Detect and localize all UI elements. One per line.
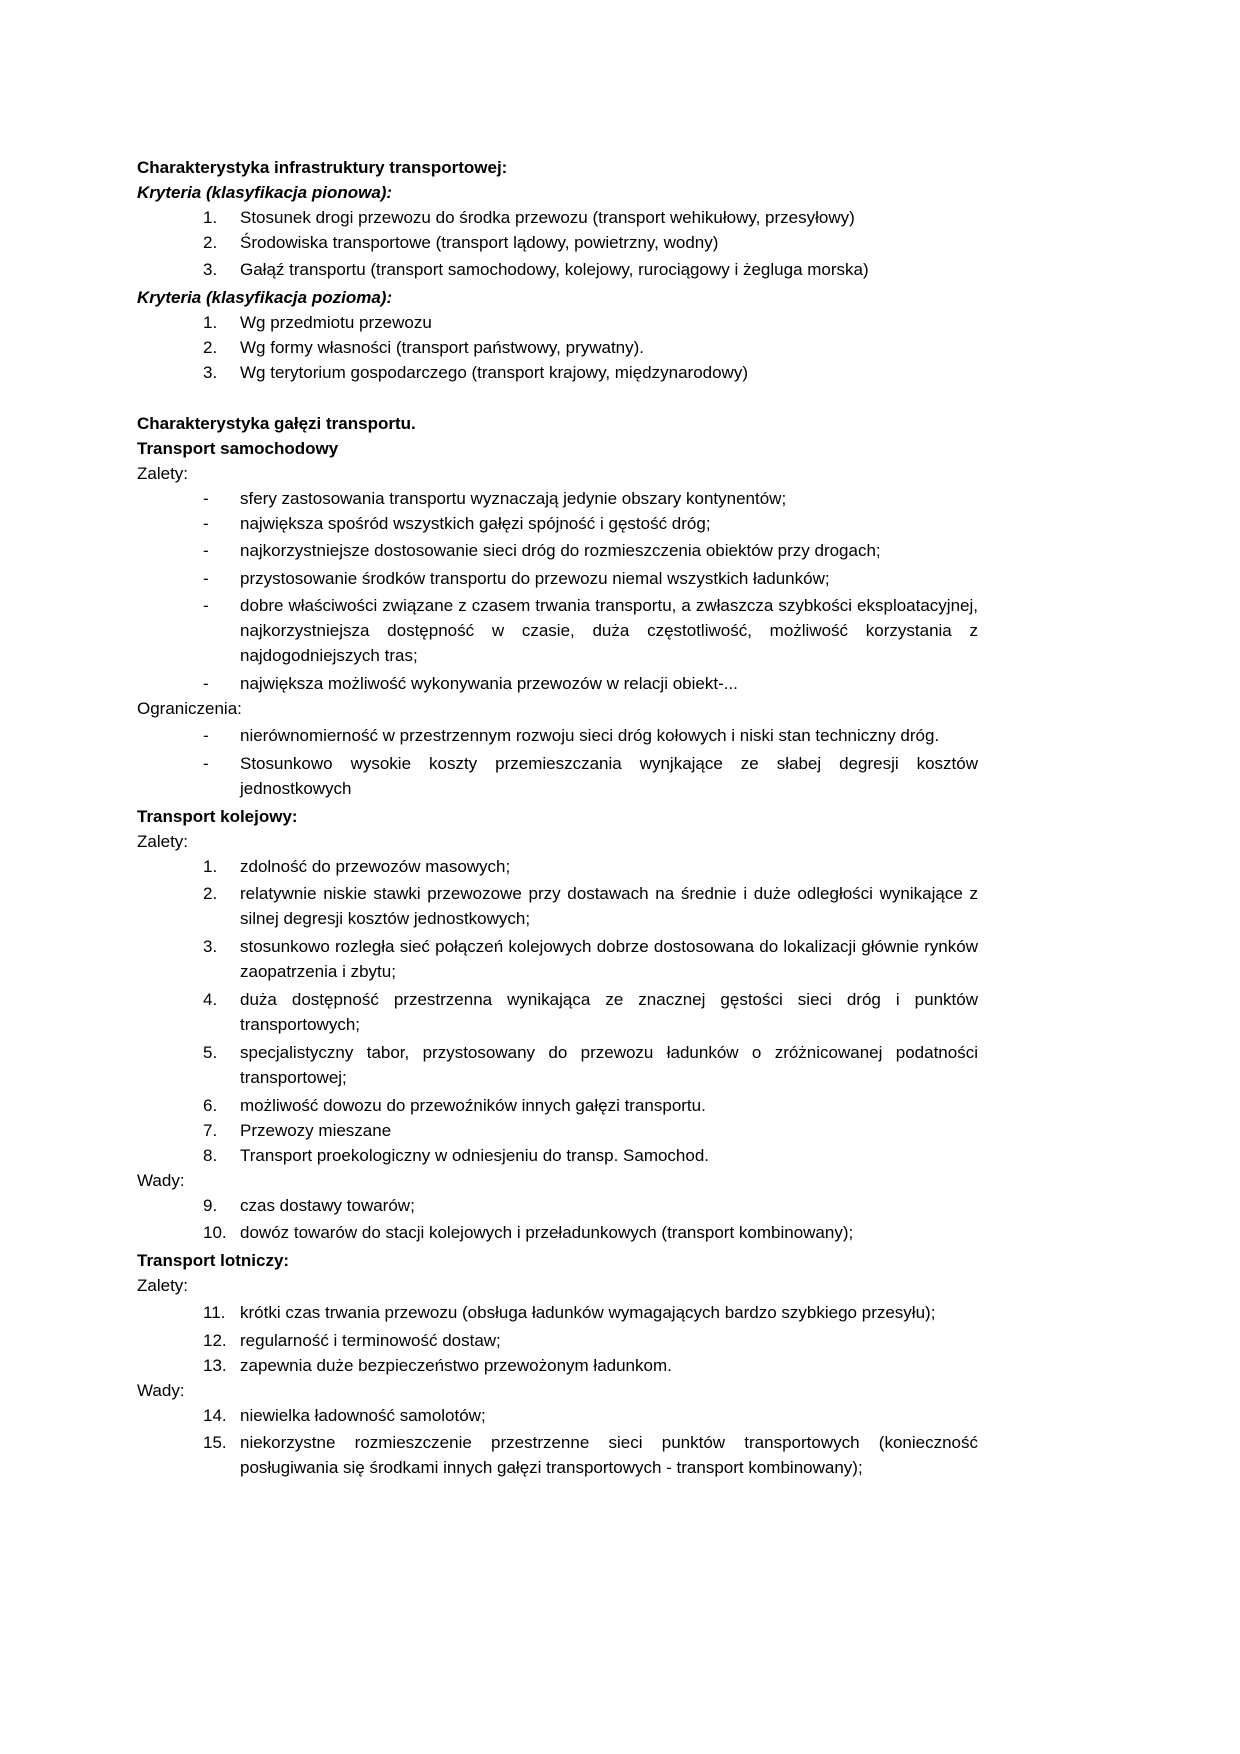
section-heading: Kryteria (klasyfikacja pozioma): [137,288,393,307]
list-item [137,1220,978,1245]
list-item [137,1328,978,1353]
list-item-text: największa spośród wszystkich gałęzi spójność i gęstość dróg; [240,514,711,533]
list-number-marker: 9. [203,1196,218,1215]
section-label: Wady: [137,1381,185,1400]
list-item [137,511,978,536]
list-item-text: relatywnie niskie stawki przewozowe przy dostawach na średnie i duże odległości wynikające z silnej degresji kosztów jednostkowych; [240,884,978,928]
list-item [137,723,978,748]
list-item-text: Stosunkowo wysokie koszty przemieszczania wynjkające ze słabej degresji kosztów jednostkowych [240,754,978,798]
list-item [137,360,978,385]
list-item-text: Przewozy mieszane [240,1121,392,1140]
list-number-marker: 10. [203,1223,227,1242]
list-item [137,934,978,984]
section-heading: Charakterystyka infrastruktury transportowej: [137,158,508,177]
section-heading: Transport kolejowy: [137,807,298,826]
list-item-text: Wg przedmiotu przewozu [240,313,432,332]
list-number-marker: 7. [203,1121,218,1140]
list-item-text: Wg terytorium gospodarczego (transport krajowy, międzynarodowy) [240,363,748,382]
section-label: Zalety: [137,1276,189,1295]
list-number-marker: 3. [203,260,218,279]
list-item-text: sfery zastosowania transportu wyznaczają jedynie obszary kontynentów; [240,489,787,508]
list-number-marker: 3. [203,937,218,956]
list-item-text: Gałąź transportu (transport samochodowy, kolejowy, rurociągowy i żegluga morska) [240,260,869,279]
section-heading: Transport lotniczy: [137,1251,290,1270]
section-heading: Kryteria (klasyfikacja pionowa): [137,183,393,202]
list-item [137,1143,978,1168]
list-number-marker: 13. [203,1356,227,1375]
list-item [137,751,978,801]
list-item-text: Środowiska transportowe (transport lądowy, powietrzny, wodny) [240,233,719,252]
list-item-text: niewielka ładowność samolotów; [240,1406,486,1425]
list-item [137,1430,978,1480]
section-heading: Charakterystyka gałęzi transportu. [137,414,416,433]
list-item-text: przystosowanie środków transportu do przewozu niemal wszystkich ładunków; [240,569,830,588]
list [137,854,978,1168]
document-body [137,155,978,1483]
list [137,486,978,696]
list-item-text: duża dostępność przestrzenna wynikająca ze znacznej gęstości sieci dróg i punktów transportowych; [240,990,978,1034]
list-item [137,230,978,255]
list-item [137,538,978,563]
list-item-text: najkorzystniejsze dostosowanie sieci dróg do rozmieszczenia obiektów przy drogach; [240,541,881,560]
list-item-text: zapewnia duże bezpieczeństwo przewożonym ładunkom. [240,1356,672,1375]
list-item [137,310,978,335]
list-item-text: możliwość dowozu do przewoźników innych gałęzi transportu. [240,1096,706,1115]
list-item [137,1403,978,1428]
list-number-marker: 1. [203,313,218,332]
list-dash-marker: - [203,541,209,560]
list [137,1403,978,1480]
list-item-text: dowóz towarów do stacji kolejowych i przeładunkowych (transport kombinowany); [240,1223,854,1242]
list-item-text: regularność i terminowość dostaw; [240,1331,501,1350]
list-item-text: stosunkowo rozległa sieć połączeń kolejowych dobrze dostosowana do lokalizacji głównie rynków zaopatrzenia i zbytu; [240,937,978,981]
list-item [137,1040,978,1090]
list-item-text: krótki czas trwania przewozu (obsługa ładunków wymagających bardzo szybkiego przesyłu); [240,1303,936,1322]
list-item [137,566,978,591]
list-number-marker: 1. [203,208,218,227]
list-item [137,671,978,696]
list-item [137,1118,978,1143]
list-number-marker: 2. [203,338,218,357]
list-number-marker: 3. [203,363,218,382]
list-number-marker: 8. [203,1146,218,1165]
list-item [137,335,978,360]
list-item [137,1353,978,1378]
list-item [137,1300,978,1325]
list-number-marker: 11. [203,1303,226,1322]
list-item-text: specjalistyczny tabor, przystosowany do przewozu ładunków o zróżnicowanej podatności transportowej; [240,1043,978,1087]
list-item-text: czas dostawy towarów; [240,1196,415,1215]
list-dash-marker: - [203,489,209,508]
list-dash-marker: - [203,726,209,745]
list-item [137,1193,978,1218]
section-label: Zalety: [137,832,189,851]
list-item-text: Stosunek drogi przewozu do środka przewozu (transport wehikułowy, przesyłowy) [240,208,855,227]
list-dash-marker: - [203,674,209,693]
list-dash-marker: - [203,754,209,773]
list-item-text: nierównomierność w przestrzennym rozwoju sieci dróg kołowych i niski stan techniczny dróg. [240,726,940,745]
list-item [137,881,978,931]
list-item-text: niekorzystne rozmieszczenie przestrzenne sieci punktów transportowych (konieczność posługiwania się środkami innych gałęzi transportowych - transport kombinowany); [240,1433,978,1477]
list-number-marker: 6. [203,1096,218,1115]
list-item-text: zdolność do przewozów masowych; [240,857,511,876]
list-item [137,854,978,879]
list-item [137,486,978,511]
list [137,310,978,385]
list-item-text: Transport proekologiczny w odniesjeniu do transp. Samochod. [240,1146,710,1165]
list-number-marker: 15. [203,1433,227,1452]
list [137,723,978,801]
list-number-marker: 2. [203,884,218,903]
list-item [137,593,978,668]
blank-line [137,385,978,411]
section-label: Zalety: [137,464,189,483]
section-label: Wady: [137,1171,185,1190]
section-heading: Transport samochodowy [137,439,339,458]
list [137,205,978,282]
list-number-marker: 14. [203,1406,227,1425]
list [137,1300,978,1378]
list-item-text: dobre właściwości związane z czasem trwania transportu, a zwłaszcza szybkości eksploatacyjnej, najkorzystniejsza dostępność w czasie, duża częstotliwość, możliwość korzystania z najdogodniejszych tras; [240,596,978,665]
list-number-marker: 5. [203,1043,218,1062]
list-number-marker: 2. [203,233,218,252]
list-dash-marker: - [203,514,209,533]
list-item-text: Wg formy własności (transport państwowy, prywatny). [240,338,645,357]
list-number-marker: 4. [203,990,218,1009]
list [137,1193,978,1245]
list-item [137,1093,978,1118]
list-item [137,205,978,230]
list-dash-marker: - [203,596,209,615]
list-number-marker: 12. [203,1331,227,1350]
list-number-marker: 1. [203,857,218,876]
section-label: Ograniczenia: [137,699,242,718]
list-item [137,257,978,282]
list-dash-marker: - [203,569,209,588]
list-item-text: największa możliwość wykonywania przewozów w relacji obiekt-... [240,674,738,693]
list-item [137,987,978,1037]
